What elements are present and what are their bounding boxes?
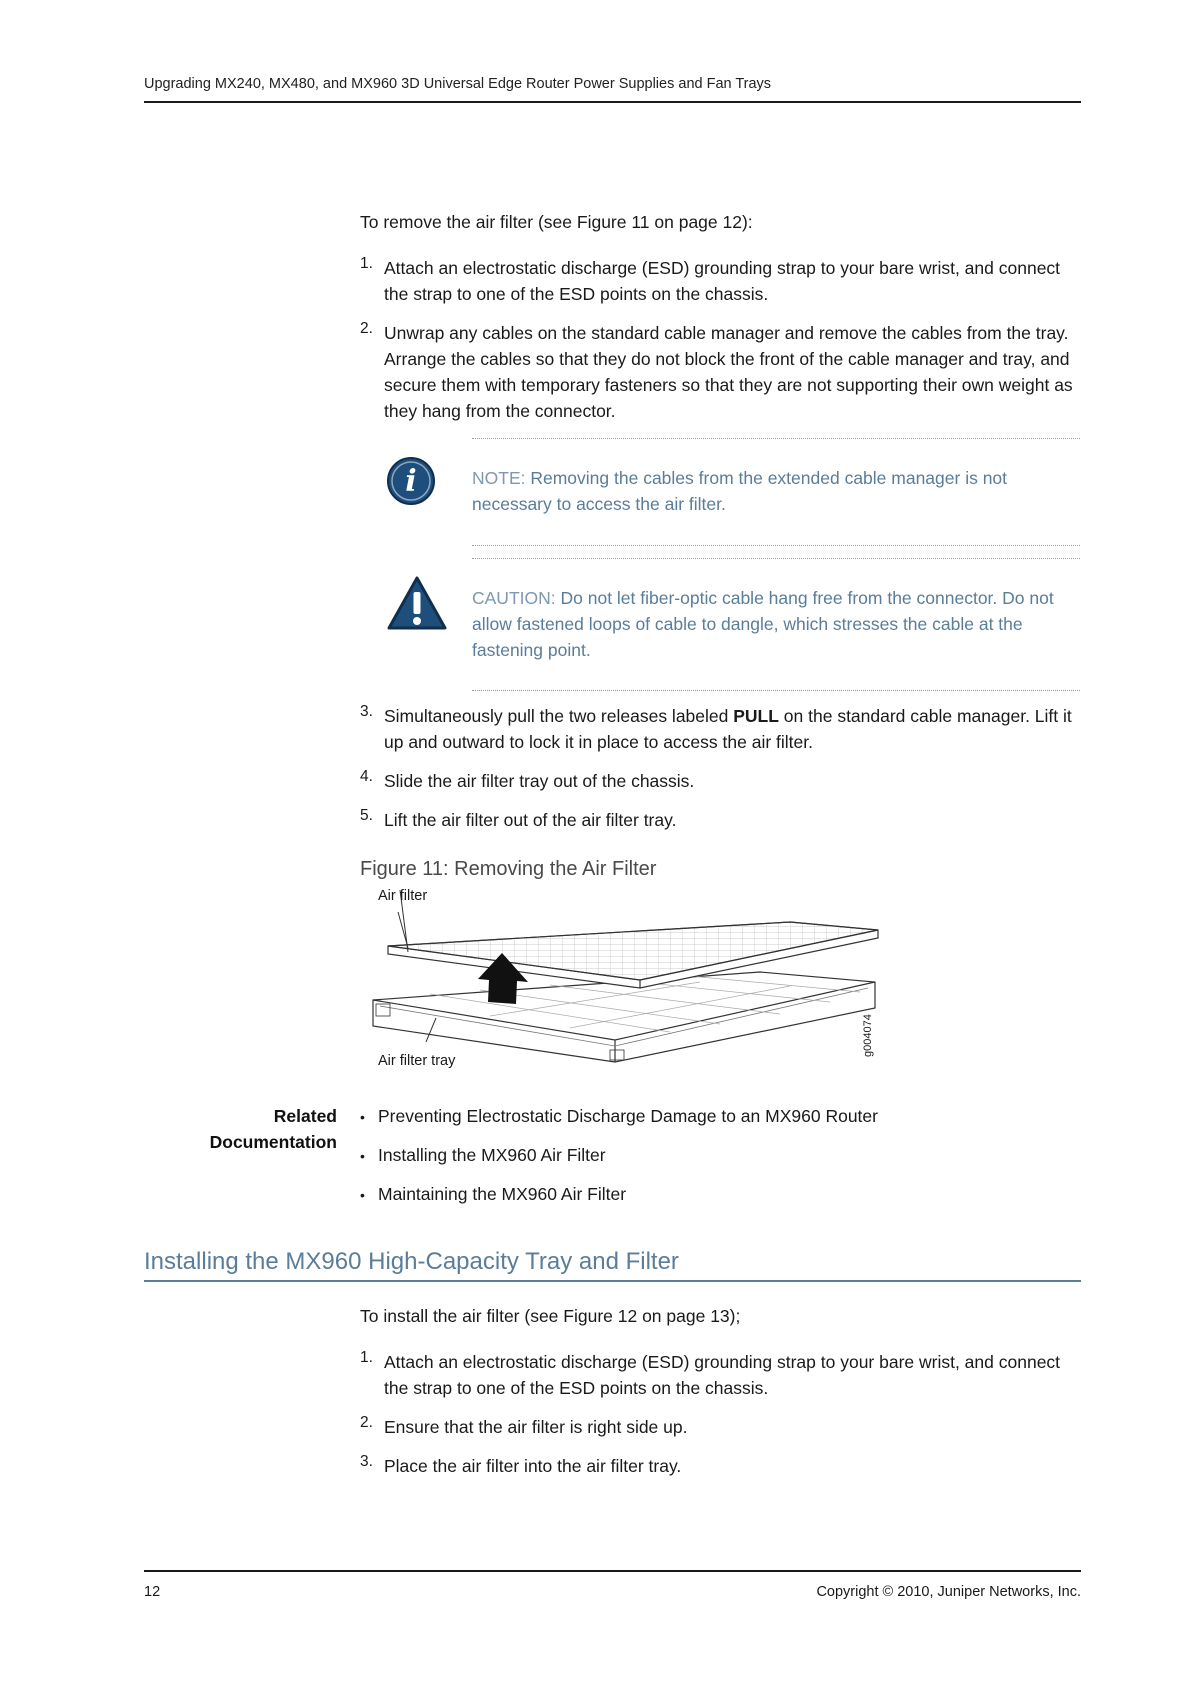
step-number: 1.	[360, 255, 373, 272]
related-link[interactable]: • Installing the MX960 Air Filter	[360, 1142, 606, 1169]
step-number: 1.	[360, 1349, 373, 1366]
list-item	[360, 807, 1080, 833]
svg-text:i: i	[405, 464, 417, 499]
copyright: Copyright © 2010, Juniper Networks, Inc.	[816, 1584, 1081, 1600]
list-item	[360, 768, 1080, 794]
figure-title: Figure 11: Removing the Air Filter	[360, 858, 657, 880]
note-divider-top	[472, 438, 1080, 439]
section-heading: Installing the MX960 High-Capacity Tray and Filter	[144, 1248, 679, 1275]
figure-label-filter: Air filter	[378, 888, 428, 904]
step-number: 5.	[360, 807, 373, 824]
related-label: Related Documentation	[209, 1106, 337, 1152]
step-text: Attach an electrostatic discharge (ESD) grounding strap to your bare wrist, and connect the strap to one of the ESD points on the chassis.	[384, 1352, 1061, 1398]
step-number: 2.	[360, 1414, 373, 1431]
step-text: Unwrap any cables on the standard cable manager and remove the cables from the tray. Arrange the cables so that they do not block the front of the cable manager and tray, and secure them with temporary fasteners so that they are not supporting their own weight as they hang from the connector.	[384, 323, 1073, 421]
related-link[interactable]: • Maintaining the MX960 Air Filter	[360, 1181, 626, 1208]
step-number: 3.	[360, 703, 373, 720]
list-item	[360, 320, 1080, 424]
note-divider-bottom	[472, 545, 1080, 546]
note-callout	[472, 465, 1084, 517]
warning-icon	[386, 575, 448, 636]
caution-callout	[472, 585, 1084, 663]
step-text: Lift the air filter out of the air filter tray.	[384, 810, 677, 830]
list-item	[360, 255, 1080, 307]
figure-id: g004074	[862, 1014, 874, 1057]
info-icon	[386, 456, 436, 511]
caution-divider-top	[472, 558, 1080, 559]
step-text: Place the air filter into the air filter tray.	[384, 1456, 682, 1476]
step-number: 4.	[360, 768, 373, 785]
note-text: Removing the cables from the extended cable manager is not necessary to access the air filter.	[472, 468, 1008, 514]
figure-label-tray: Air filter tray	[378, 1053, 456, 1069]
bullet-icon: •	[360, 1187, 365, 1203]
related-link[interactable]: • Preventing Electrostatic Discharge Damage to an MX960 Router	[360, 1103, 878, 1130]
bullet-icon: •	[360, 1148, 365, 1164]
intro-text: To remove the air filter (see Figure 11 on page 12):	[360, 212, 753, 232]
list-item	[360, 1414, 1080, 1440]
page-number: 12	[144, 1584, 161, 1600]
list-item	[360, 703, 1080, 755]
filter-leader-line	[398, 912, 408, 948]
step-text: Slide the air filter tray out of the chassis.	[384, 771, 695, 791]
list-item	[360, 1349, 1080, 1401]
footer-rule	[144, 1570, 1081, 1572]
list-item	[360, 1453, 1080, 1479]
note-label: NOTE:	[472, 468, 526, 488]
caution-divider-bottom	[472, 690, 1080, 691]
header-rule	[144, 101, 1081, 103]
step-text: Attach an electrostatic discharge (ESD) grounding strap to your bare wrist, and connect the strap to one of the ESD points on the chassis.	[384, 258, 1061, 304]
step-text: Simultaneously pull the two releases labeled PULL on the standard cable manager. Lift it up and outward to lock it in place to access the air filter.	[384, 706, 1072, 752]
caution-text: Do not let fiber-optic cable hang free from the connector. Do not allow fastened loops of cable to dangle, which stresses the cable at the fastening point.	[472, 588, 1054, 660]
section-intro: To install the air filter (see Figure 12 on page 13);	[360, 1306, 741, 1326]
step-text: Ensure that the air filter is right side up.	[384, 1417, 688, 1437]
running-header: Upgrading MX240, MX480, and MX960 3D Universal Edge Router Power Supplies and Fan Trays	[144, 76, 772, 92]
bullet-icon: •	[360, 1109, 365, 1125]
pull-label: PULL	[733, 706, 779, 726]
step-number: 2.	[360, 320, 373, 337]
step-number: 3.	[360, 1453, 373, 1470]
section-rule	[144, 1280, 1081, 1282]
caution-label: CAUTION:	[472, 588, 556, 608]
